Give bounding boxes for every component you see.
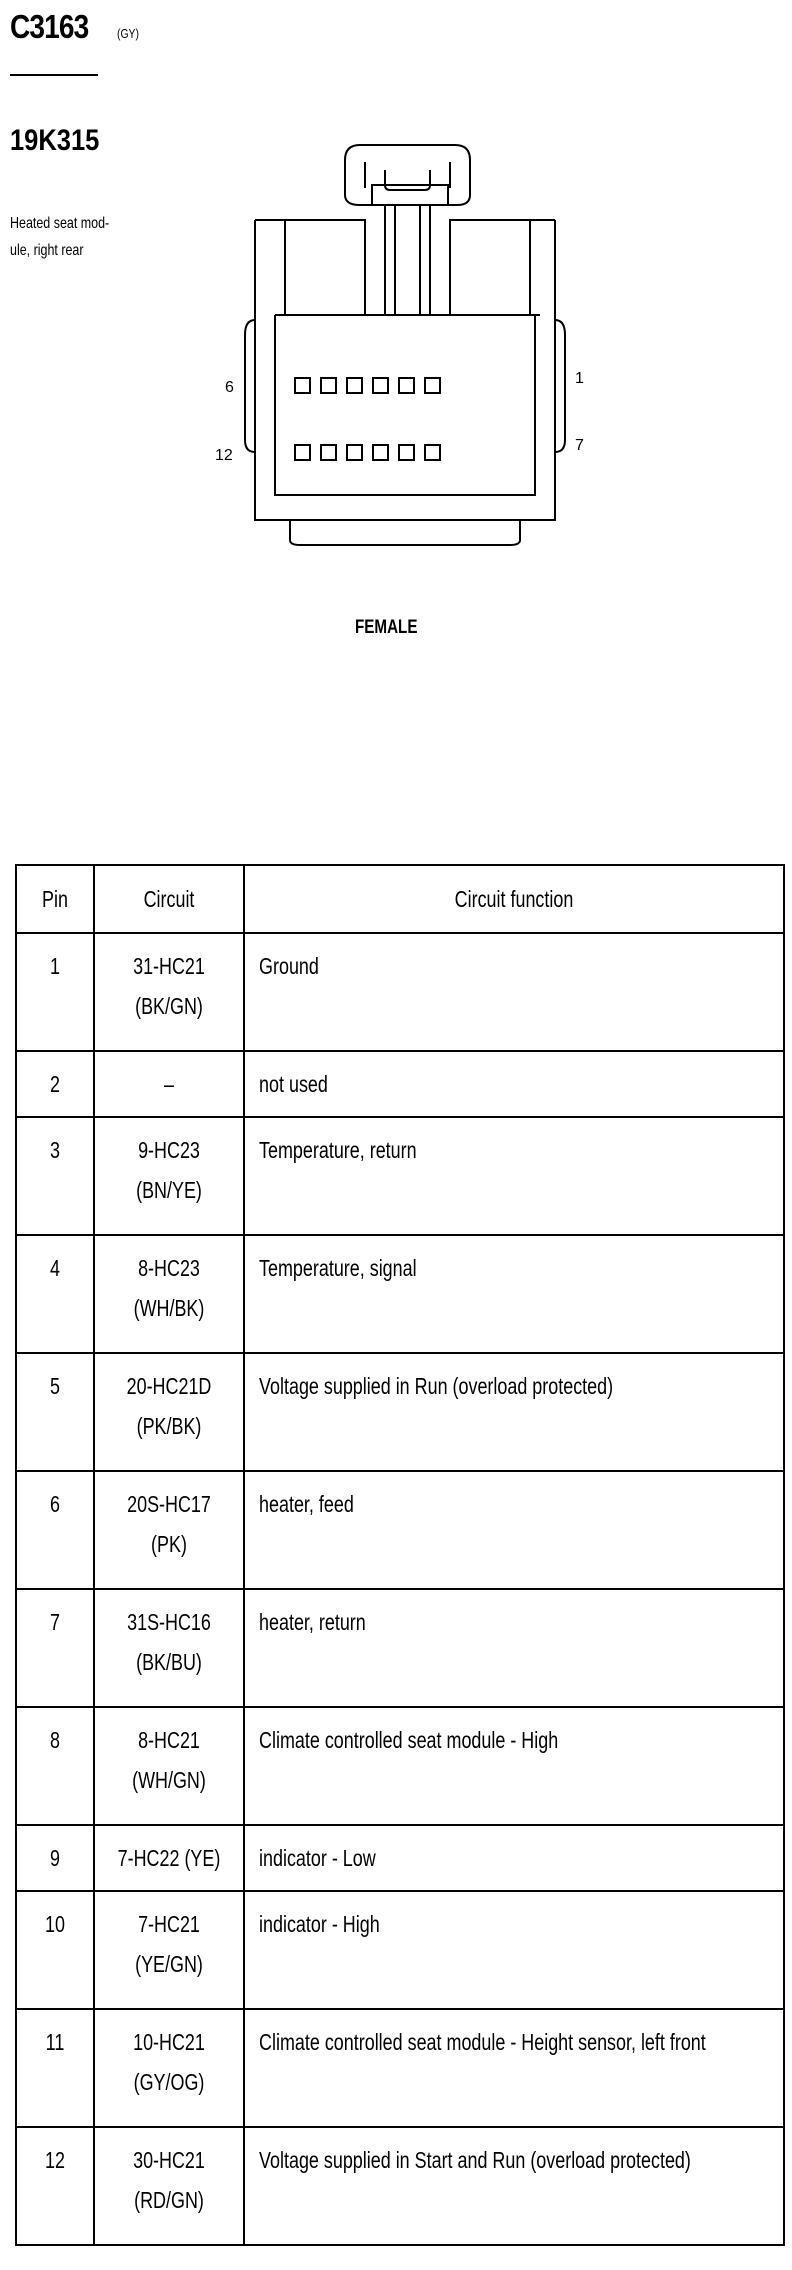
pin-label-6: 6	[225, 379, 234, 396]
connector-outline	[245, 145, 565, 545]
circuit-cell	[94, 1235, 244, 1353]
circuit-line: 8-HC21	[138, 1727, 200, 1753]
function-cell: not used	[244, 1051, 784, 1117]
pin-cell: 10	[16, 1891, 94, 2009]
table-row	[16, 1471, 784, 1589]
pin-cell: 8	[16, 1707, 94, 1825]
pin-cell: 12	[16, 2127, 94, 2245]
part-description	[10, 210, 127, 264]
part-number: 19K315	[10, 124, 100, 157]
circuit-line: (WH/BK)	[133, 1295, 205, 1321]
function-cell: Voltage supplied in Start and Run (overload protected)	[244, 2127, 784, 2245]
pin-cell: 2	[16, 1051, 94, 1117]
table-row	[16, 1825, 784, 1891]
function-cell: heater, return	[244, 1589, 784, 1707]
circuit-cell	[94, 1589, 244, 1707]
circuit-cell	[94, 933, 244, 1051]
pin-cavities	[295, 378, 440, 460]
circuit-line: (RD/GN)	[134, 2187, 204, 2213]
connector-color: (GY)	[117, 26, 139, 41]
circuit-line: 30-HC21	[133, 2147, 205, 2173]
circuit-line: 10-HC21	[133, 2029, 205, 2055]
circuit-line: (WH/GN)	[132, 1767, 206, 1793]
header-pin: Pin	[16, 865, 94, 933]
circuit-cell	[94, 2009, 244, 2127]
pin-cell: 4	[16, 1235, 94, 1353]
pin-cell: 3	[16, 1117, 94, 1235]
circuit-cell	[94, 2127, 244, 2245]
table-row	[16, 933, 784, 1051]
circuit-line: (PK)	[151, 1531, 187, 1557]
table-row	[16, 2009, 784, 2127]
circuit-cell	[94, 1707, 244, 1825]
function-cell: Ground	[244, 933, 784, 1051]
function-cell: heater, feed	[244, 1471, 784, 1589]
function-cell: Temperature, signal	[244, 1235, 784, 1353]
circuit-cell	[94, 1825, 244, 1891]
circuit-line: –	[164, 1071, 174, 1097]
connector-id: C3163	[10, 8, 89, 45]
circuit-line: 31S-HC16	[127, 1609, 211, 1635]
circuit-line: 20S-HC17	[127, 1491, 211, 1517]
description-line: Heated seat mod-	[10, 215, 110, 232]
pin-cell: 5	[16, 1353, 94, 1471]
table-header-row	[16, 865, 784, 933]
function-cell: Temperature, return	[244, 1117, 784, 1235]
function-cell: Voltage supplied in Run (overload protected)	[244, 1353, 784, 1471]
pin-cell: 1	[16, 933, 94, 1051]
gender-label: FEMALE	[355, 617, 418, 638]
circuit-line: 7-HC21	[138, 1911, 200, 1937]
pin-cell: 7	[16, 1589, 94, 1707]
table-row	[16, 1707, 784, 1825]
circuit-line: (PK/BK)	[136, 1413, 202, 1439]
pin-label-7: 7	[575, 437, 584, 454]
header-function: Circuit function	[244, 865, 784, 933]
table-row	[16, 2127, 784, 2245]
circuit-cell	[94, 1353, 244, 1471]
circuit-line: (BK/GN)	[135, 993, 203, 1019]
circuit-line: (GY/OG)	[133, 2069, 205, 2095]
function-cell: indicator - High	[244, 1891, 784, 2009]
title-underline	[10, 74, 98, 76]
pin-cell: 11	[16, 2009, 94, 2127]
function-cell: indicator - Low	[244, 1825, 784, 1891]
circuit-line: 31-HC21	[133, 953, 205, 979]
circuit-line: (BN/YE)	[136, 1177, 202, 1203]
table-row	[16, 1051, 784, 1117]
circuit-line: 7-HC22 (YE)	[117, 1845, 221, 1871]
circuit-line: 20-HC21D	[126, 1373, 212, 1399]
pin-label-1: 1	[575, 370, 584, 387]
circuit-cell	[94, 1051, 244, 1117]
circuit-cell	[94, 1471, 244, 1589]
header-circuit: Circuit	[94, 865, 244, 933]
circuit-line: (YE/GN)	[135, 1951, 203, 1977]
table-row	[16, 1235, 784, 1353]
circuit-line: (BK/BU)	[136, 1649, 202, 1675]
circuit-cell	[94, 1891, 244, 2009]
description-line: ule, right rear	[10, 242, 84, 259]
table-row	[16, 1117, 784, 1235]
pin-cell: 9	[16, 1825, 94, 1891]
pin-table	[15, 864, 785, 2246]
circuit-line: 8-HC23	[138, 1255, 200, 1281]
pin-cell: 6	[16, 1471, 94, 1589]
function-cell: Climate controlled seat module - High	[244, 1707, 784, 1825]
circuit-line: 9-HC23	[138, 1137, 200, 1163]
table-row	[16, 1353, 784, 1471]
function-cell: Climate controlled seat module - Height sensor, left front	[244, 2009, 784, 2127]
table-row	[16, 1589, 784, 1707]
connector-diagram	[215, 140, 585, 560]
table-row	[16, 1891, 784, 2009]
pin-label-12: 12	[215, 447, 233, 464]
circuit-cell	[94, 1117, 244, 1235]
